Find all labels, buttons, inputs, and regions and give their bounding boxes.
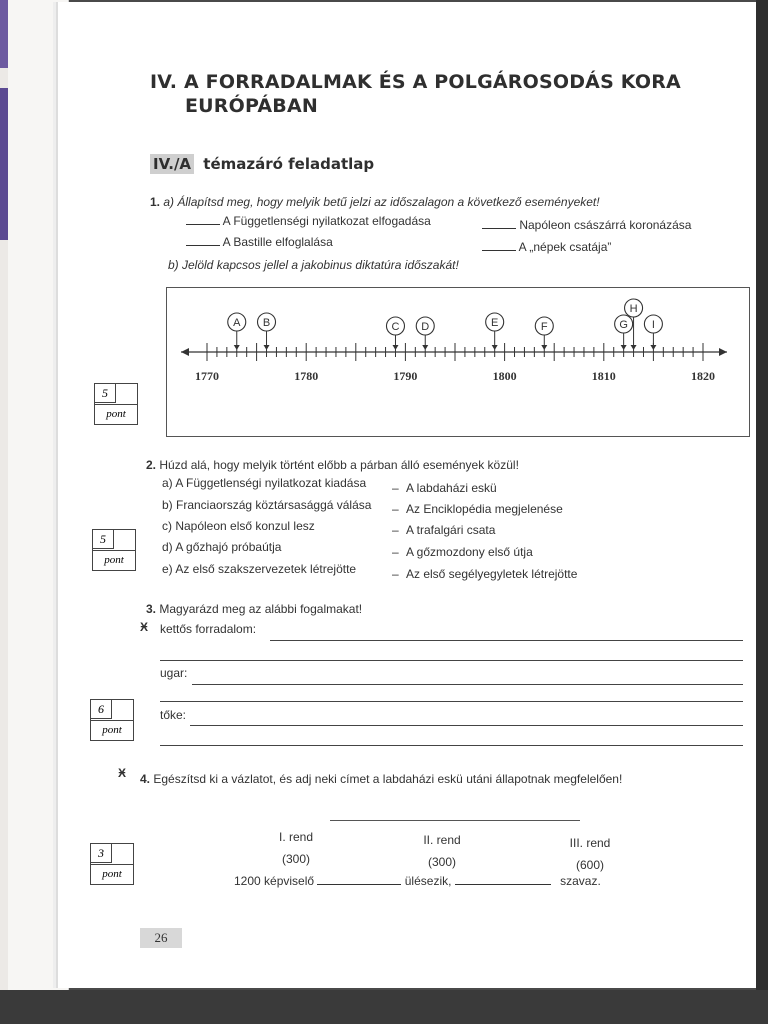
- q2-right-item[interactable]: A labdaházi eskü: [406, 481, 497, 495]
- q2-pont-label: pont: [93, 550, 135, 569]
- answer-line[interactable]: [160, 660, 743, 661]
- marker-label: A: [233, 317, 241, 329]
- q4-pont-label: pont: [91, 864, 133, 883]
- q2-dash: –: [392, 545, 399, 559]
- q1-item-3-label: A Bastille elfoglalása: [222, 235, 333, 249]
- title-answer-line[interactable]: [330, 820, 580, 821]
- answer-line[interactable]: [160, 701, 743, 702]
- q1-item-1: [186, 214, 431, 228]
- q4-number: 4.: [140, 772, 151, 786]
- marker-arrowhead: [264, 345, 270, 350]
- estate-2-name: II. rend: [423, 833, 461, 847]
- answer-blank[interactable]: [186, 245, 220, 246]
- q2-left-item[interactable]: b) Franciaország köztársasággá válása: [162, 498, 372, 512]
- estate-1-name: I. rend: [278, 830, 314, 844]
- q4-row-a: 1200 képviselő: [234, 874, 315, 888]
- marker-label: F: [540, 321, 548, 333]
- estate-1-count: (300): [281, 852, 310, 866]
- q3-text: Magyarázd meg az alábbi fogalmakat!: [159, 602, 363, 616]
- timeline-year-label: 1770: [195, 369, 219, 383]
- q1-item-2: [482, 218, 691, 232]
- timeline-year-label: 1800: [492, 369, 517, 383]
- estate-3-name: III. rend: [569, 836, 611, 850]
- q4-row-c: szavaz.: [560, 874, 601, 888]
- q2-right-item[interactable]: A trafalgári csata: [406, 523, 496, 537]
- q2-dash: –: [392, 481, 399, 495]
- marker-arrowhead: [422, 345, 428, 350]
- answer-line[interactable]: [190, 725, 743, 726]
- q1-item-1-label: A Függetlenségi nyilatkozat elfogadása: [222, 214, 431, 228]
- timeline-year-label: 1790: [393, 369, 418, 383]
- answer-blank[interactable]: [455, 884, 551, 885]
- page-number: 26: [140, 928, 182, 948]
- q3-term-1: kettős forradalom:: [160, 622, 257, 636]
- marker-label: G: [619, 319, 628, 331]
- q2-right-item[interactable]: Az első segélyegyletek létrejötte: [406, 567, 578, 581]
- answer-blank[interactable]: [317, 884, 401, 885]
- difficulty-icon: Ӿ: [118, 766, 127, 780]
- q2-score-box: [92, 529, 136, 571]
- marker-label: I: [651, 319, 655, 331]
- estate-2-count: (300): [427, 855, 456, 869]
- answer-blank[interactable]: [186, 224, 220, 225]
- answer-blank[interactable]: [482, 250, 516, 251]
- marker-arrowhead: [492, 345, 498, 350]
- section-tag: IV./A: [150, 154, 194, 174]
- q3-term-2: ugar:: [160, 666, 188, 680]
- timeline-year-label: 1820: [691, 369, 715, 383]
- scan-background-right: [756, 0, 768, 1024]
- q2-left-item[interactable]: c) Napóleon első konzul lesz: [162, 519, 315, 533]
- q1-item-4-label: A „népek csatája”: [518, 240, 612, 254]
- q4-score: 3: [91, 844, 112, 863]
- q3-term-3: tőke:: [160, 708, 187, 722]
- q1-item-2-label: Napóleon császárrá koronázása: [519, 218, 692, 232]
- section-heading: [150, 155, 374, 173]
- q2-right-item[interactable]: Az Enciklopédia megjelenése: [406, 502, 563, 516]
- q2-right-item[interactable]: A gőzmozdony első útja: [406, 545, 533, 559]
- estate-3-count: (600): [575, 858, 604, 872]
- marker-arrowhead: [541, 345, 547, 350]
- chapter-title-line2: EURÓPÁBAN: [185, 95, 318, 117]
- timeline: [167, 288, 749, 436]
- marker-arrowhead: [234, 345, 240, 350]
- worksheet-page: [58, 2, 756, 988]
- timeline-year-label: 1810: [591, 369, 616, 383]
- q2-dash: –: [392, 567, 399, 581]
- answer-line[interactable]: [160, 745, 743, 746]
- chapter-title-line1: IV. A FORRADALMAK ÉS A POLGÁROSODÁS KORA: [150, 71, 681, 93]
- marker-label: H: [629, 303, 638, 315]
- marker-label: B: [262, 317, 271, 329]
- q4-text: Egészítsd ki a vázlatot, és adj neki címet a labdaházi eskü utáni állapotnak megfelelően!: [153, 772, 623, 786]
- q2-text: Húzd alá, hogy melyik történt előbb a párban álló események közül!: [159, 458, 519, 472]
- timeline-box: [166, 287, 750, 437]
- q1-a-text: a) Állapítsd meg, hogy melyik betű jelzi az időszalagon a következő eseményeket!: [163, 195, 600, 209]
- q2-score: 5: [93, 530, 114, 549]
- q2-left-item[interactable]: d) A gőzhajó próbaútja: [162, 540, 282, 554]
- timeline-arrow-right: [719, 348, 727, 356]
- q4-row-b: ülésezik,: [404, 874, 452, 888]
- q3-pont-label: pont: [91, 720, 133, 739]
- difficulty-icon: Ӿ: [140, 620, 149, 634]
- q3-score: 6: [91, 700, 112, 719]
- q3-prompt: [146, 602, 362, 616]
- q1-number: 1.: [150, 195, 161, 209]
- marker-arrowhead: [631, 345, 637, 350]
- answer-blank[interactable]: [482, 228, 516, 229]
- q4-score-box: [90, 843, 134, 885]
- q1-pont-label: pont: [95, 404, 137, 423]
- q2-left-item[interactable]: e) Az első szakszervezetek létrejötte: [162, 562, 357, 576]
- timeline-year-label: 1780: [294, 369, 319, 383]
- q3-score-box: [90, 699, 134, 741]
- q1-b-text: b) Jelöld kapcsos jellel a jakobinus diktatúra időszakát!: [168, 258, 459, 272]
- q1-item-3: [186, 235, 333, 249]
- marker-label: D: [421, 321, 430, 333]
- q2-left-item[interactable]: a) A Függetlenségi nyilatkozat kiadása: [162, 476, 367, 490]
- answer-line[interactable]: [270, 640, 743, 641]
- q2-dash: –: [392, 502, 399, 516]
- marker-arrowhead: [392, 345, 398, 350]
- q1-score-box: [94, 383, 138, 425]
- marker-arrowhead: [650, 345, 656, 350]
- q1-score: 5: [95, 384, 116, 403]
- q3-number: 3.: [146, 602, 157, 616]
- chapter-title: [150, 70, 681, 118]
- q1-item-4: [482, 240, 611, 254]
- timeline-arrow-left: [181, 348, 189, 356]
- marker-arrowhead: [621, 345, 627, 350]
- q2-number: 2.: [146, 458, 157, 472]
- q4-row: [234, 874, 601, 888]
- section-title: témazáró feladatlap: [203, 155, 375, 173]
- answer-line[interactable]: [192, 684, 743, 685]
- q1-prompt: [150, 195, 600, 209]
- q2-dash: –: [392, 523, 399, 537]
- q2-prompt: [146, 458, 519, 472]
- scan-background-bottom: [0, 990, 768, 1024]
- q4-prompt: [140, 772, 622, 786]
- marker-label: C: [391, 321, 400, 333]
- marker-label: E: [491, 317, 499, 329]
